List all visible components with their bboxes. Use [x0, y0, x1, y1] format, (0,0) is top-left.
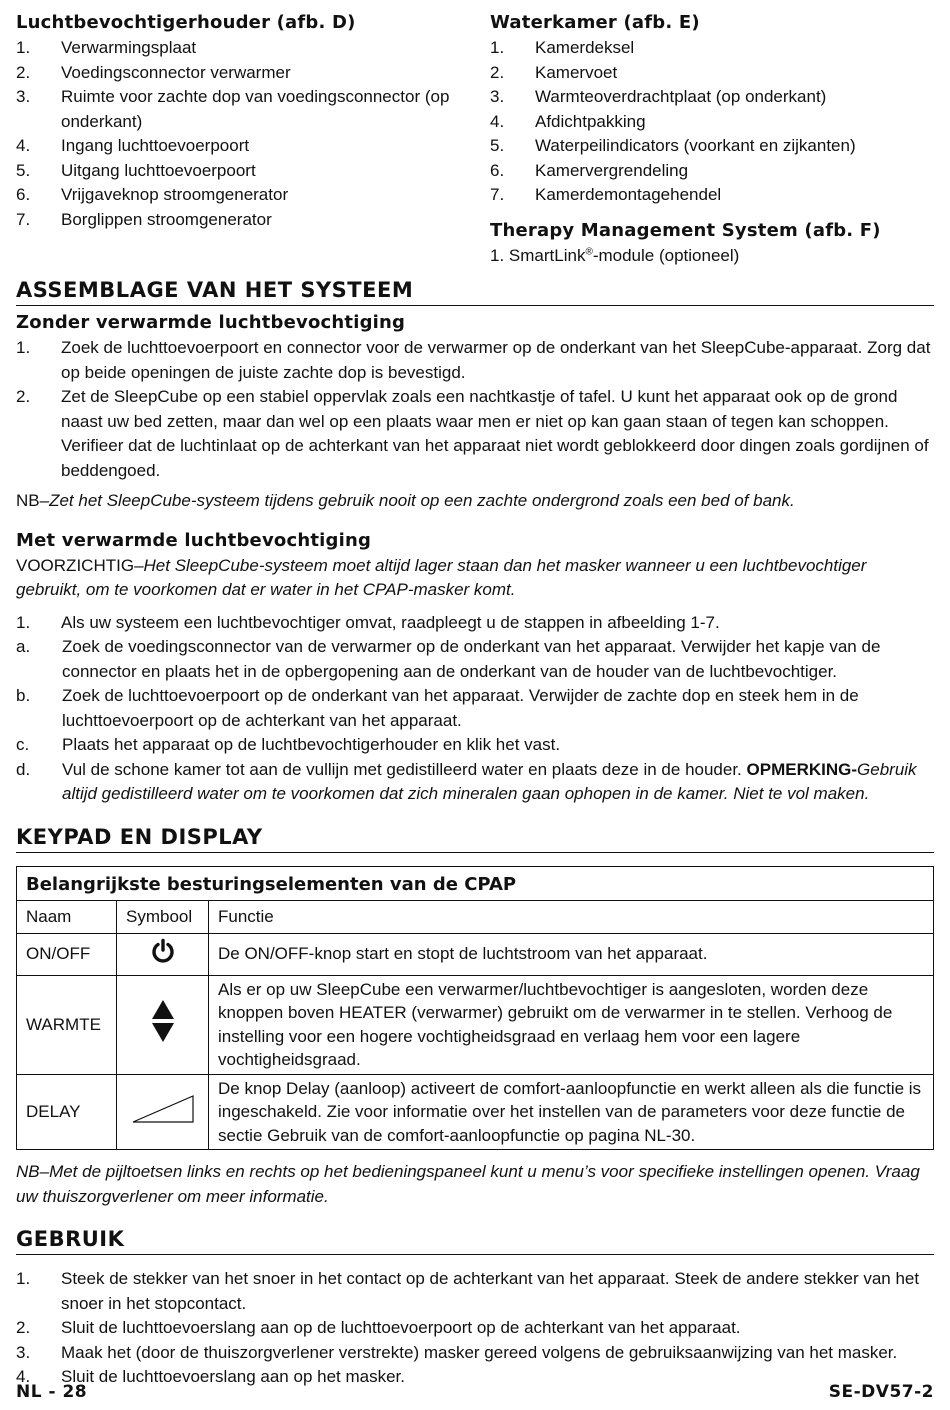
humidifier-holder-title: Luchtbevochtigerhouder (afb. D): [16, 12, 356, 33]
table-header-row: [17, 901, 934, 934]
parts-columns: [16, 10, 934, 268]
list-item: 2. Voedingsconnector verwarmer: [16, 62, 291, 82]
water-chamber-list: [490, 36, 934, 208]
page-number: NL - 28: [16, 1382, 88, 1402]
col-name-header: Naam: [17, 901, 117, 934]
col-symbol-header: Symbool: [117, 901, 209, 934]
controls-table: [16, 866, 934, 1151]
list-item: a. Zoek de voedingsconnector van de verwarmer op de onderkant van het apparaat. Verwijder het kapje van de connector en plaats het in de opbergopening aan de onderkant van de houder van de luchtbevochtiger.: [16, 637, 881, 681]
table-row: [17, 975, 934, 1074]
without-heat-list: [16, 336, 934, 483]
row-name: DELAY: [17, 1074, 117, 1150]
list-item: 1. Als uw systeem een luchtbevochtiger omvat, raadpleegt u de stappen in afbeelding 1-7.: [16, 612, 720, 632]
row-function: Als er op uw SleepCube een verwarmer/luchtbevochtiger is aangesloten, worden deze knoppen boven HEATER (verwarmer) gebruikt om de verwarmer in te stellen. Verhoog de instelling voor een hogere vochtigheidsgraad en verlaag hem voor een lagere vochtigheidsgraad.: [209, 975, 934, 1074]
list-item: 7. Borglippen stroomgenerator: [16, 209, 272, 229]
tms-title: Therapy Management System (afb. F): [490, 219, 881, 241]
list-item: 2. Zet de SleepCube op een stabiel oppervlak zoals een nachtkastje of tafel. U kunt het apparaat ook op de grond naast uw bed zetten, maar dan wel op een plaats waar men er niet op kan gaan staan of tegen kan schoppen. Verifieer dat de luchtinlaat op de achterkant van het apparaat niet wordt geblokkeerd door dingen zoals gordijnen of beddengoed.: [16, 387, 929, 480]
list-item: 3. Ruimte voor zachte dop van voedingsconnector (op onderkant): [16, 87, 450, 131]
with-heat-heading: Met verwarmde luchtbevochtiging: [16, 529, 372, 551]
list-item: 3. Warmteoverdrachtplaat (op onderkant): [490, 87, 827, 106]
keypad-note: NB–Met de pijltoetsen links en rechts op het bedieningspaneel kunt u menu’s voor specifieke instellingen openen. Vraag uw thuiszorgverlener om meer informatie.: [16, 1162, 920, 1206]
list-item: 2. Sluit de luchttoevoerslang aan op de luchttoevoerpoort op de achterkant van het apparaat.: [16, 1318, 741, 1337]
usage-heading: GEBRUIK: [16, 1225, 934, 1255]
humidifier-holder-section: [16, 10, 490, 268]
note-soft-surface: NB–Zet het SleepCube-systeem tijdens gebruik nooit op een zachte ondergrond zoals een bed of bank.: [16, 491, 795, 510]
usage-list: [16, 1267, 934, 1390]
tms-item: 1. SmartLink®-module (optioneel): [490, 245, 740, 265]
power-icon: [117, 933, 209, 975]
list-item: 1. Verwarmingsplaat: [16, 38, 197, 57]
manual-page: [16, 10, 934, 1390]
keypad-heading: KEYPAD EN DISPLAY: [16, 823, 934, 853]
with-heat-sublist: [16, 635, 934, 807]
list-item: 4. Afdichtpakking: [490, 111, 646, 131]
col-function-header: Functie: [209, 901, 934, 934]
without-heat-heading: Zonder verwarmde luchtbevochtiging: [16, 312, 406, 333]
ramp-icon: [117, 1074, 209, 1150]
row-name: WARMTE: [17, 975, 117, 1074]
list-item: 1. Steek de stekker van het snoer in het contact op de achterkant van het apparaat. Steek de andere stekker van het snoer in het stopcontact.: [16, 1269, 920, 1313]
list-item: c. Plaats het apparaat op de luchtbevochtigerhouder en klik het vast.: [16, 735, 561, 754]
table-row: [17, 933, 934, 975]
list-item: b. Zoek de luchttoevoerpoort op de onderkant van het apparaat. Verwijder de zachte dop en steek hem in de luchttoevoerpoort op de achterkant van het apparaat.: [16, 686, 859, 730]
list-item: 4. Sluit de luchttoevoerslang aan op het masker.: [16, 1367, 405, 1386]
water-chamber-title: Waterkamer (afb. E): [490, 12, 700, 33]
list-item: d. Vul de schone kamer tot aan de vullijn met gedistilleerd water en plaats deze in de houder. OPMERKING-Gebruik altijd gedistilleerd water om te voorkomen dat zich mineralen gaan ophopen in de kamer. Niet te vol maken.: [16, 759, 917, 803]
row-function: De ON/OFF-knop start en stopt de luchtstroom van het apparaat.: [209, 933, 934, 975]
table-row: [17, 1074, 934, 1150]
list-item: 4. Ingang luchttoevoerpoort: [16, 136, 250, 155]
assembly-heading: ASSEMBLAGE VAN HET SYSTEEM: [16, 276, 934, 306]
list-item: 5. Waterpeilindicators (voorkant en zijkanten): [490, 136, 856, 155]
list-item: 1. Zoek de luchttoevoerpoort en connector voor de verwarmer op de onderkant van het SleepCube-apparaat. Zorg dat op beide openingen de juiste zachte dop is bevestigd.: [16, 338, 931, 382]
list-item: 6. Vrijgaveknop stroomgenerator: [16, 185, 289, 204]
humidifier-holder-list: [16, 36, 490, 232]
list-item: 1. Kamerdeksel: [490, 38, 635, 57]
with-heat-list: [16, 611, 934, 636]
list-item: 6. Kamervergrendeling: [490, 160, 689, 180]
page-footer: [16, 1380, 934, 1405]
row-name: ON/OFF: [17, 933, 117, 975]
water-chamber-section: [490, 10, 934, 268]
controls-table-caption: Belangrijkste besturingselementen van de CPAP: [17, 866, 934, 901]
list-item: 3. Maak het (door de thuiszorgverlener verstrekte) masker gereed volgens de gebruiksaanwijzing van het masker.: [16, 1342, 898, 1362]
list-item: 2. Kamervoet: [490, 62, 618, 82]
row-function: De knop Delay (aanloop) activeert de comfort-aanloopfunctie en werkt alleen als die functie is ingeschakeld. Zie voor informatie over het instellen van de parameters voor deze functie de sectie Gebruik van de comfort-aanloopfunctie op pagina NL-30.: [209, 1074, 934, 1150]
document-code: SE-DV57-2: [828, 1382, 934, 1402]
up-down-arrows-icon: [117, 975, 209, 1074]
list-item: 5. Uitgang luchttoevoerpoort: [16, 160, 256, 180]
list-item: 7. Kamerdemontagehendel: [490, 185, 722, 204]
caution-note: VOORZICHTIG–Het SleepCube-systeem moet altijd lager staan dan het masker wanneer u een luchtbevochtiger gebruikt, om te voorkomen dat er water in het CPAP-masker komt.: [16, 555, 867, 599]
